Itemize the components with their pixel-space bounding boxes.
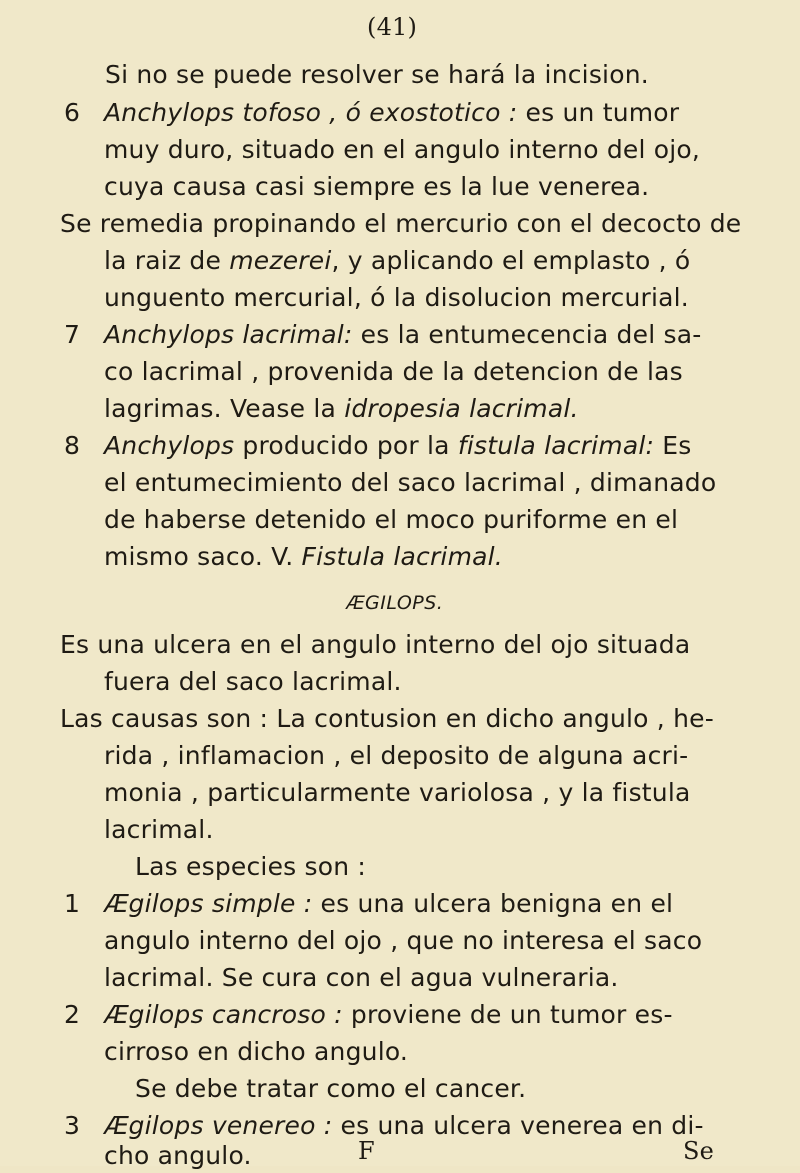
text-line: cirroso en dicho angulo. <box>104 1037 409 1066</box>
section-heading: ÆGILOPS. <box>346 592 444 614</box>
item-number: 2 <box>64 1000 81 1029</box>
text-line: lacrimal. <box>104 815 214 844</box>
item-number: 3 <box>64 1111 81 1140</box>
text-line: mismo saco. V. Fistula lacrimal. <box>104 542 503 571</box>
signature-mark: F <box>358 1137 375 1165</box>
text-line <box>64 1109 80 1143</box>
text-line: Las especies son : <box>135 852 367 881</box>
text-line <box>64 998 80 1032</box>
item-number: 8 <box>64 431 81 460</box>
text-line: cho angulo. <box>104 1141 252 1170</box>
text-line: Ægilops venereo : es una ulcera venerea en di- <box>104 1111 704 1140</box>
text-line: de haberse detenido el moco puriforme en el <box>104 505 679 534</box>
text-line: la raiz de mezerei, y aplicando el emplasto , ó <box>104 246 691 275</box>
text-line: Es una ulcera en el angulo interno del ojo situada <box>60 630 691 659</box>
text-line: Anchylops lacrimal: es la entumecencia del sa- <box>104 320 702 349</box>
item-number: 6 <box>64 98 81 127</box>
text-line: fuera del saco lacrimal. <box>104 667 402 696</box>
item-number: 1 <box>64 889 81 918</box>
text-line: cuya causa casi siempre es la lue venerea. <box>104 172 650 201</box>
text-line: Ægilops simple : es una ulcera benigna en el <box>104 889 674 918</box>
text-line: muy duro, situado en el angulo interno del ojo, <box>104 135 701 164</box>
text-line: Se debe tratar como el cancer. <box>135 1074 527 1103</box>
text-line: el entumecimiento del saco lacrimal , dimanado <box>104 468 717 497</box>
text-line: Anchylops producido por la fistula lacrimal: Es <box>104 431 692 460</box>
text-line: Se remedia propinando el mercurio con el decocto de <box>60 209 742 238</box>
text-line: Las causas son : La contusion en dicho angulo , he- <box>60 704 714 733</box>
text-line: Ægilops cancroso : proviene de un tumor es- <box>104 1000 673 1029</box>
text-line: lagrimas. Vease la idropesia lacrimal. <box>104 394 579 423</box>
text-line: monia , particularmente variolosa , y la fistula <box>104 778 691 807</box>
text-line: Si no se puede resolver se hará la incision. <box>105 60 649 89</box>
page-number: (41) <box>367 13 418 41</box>
item-number: 7 <box>64 320 81 349</box>
text-line: angulo interno del ojo , que no interesa el saco <box>104 926 703 955</box>
text-line: co lacrimal , provenida de la detencion de las <box>104 357 683 386</box>
text-line: Anchylops tofoso , ó exostotico : es un tumor <box>104 98 680 127</box>
text-line <box>64 318 80 352</box>
text-line: lacrimal. Se cura con el agua vulneraria. <box>104 963 619 992</box>
text-line <box>64 96 80 130</box>
text-line <box>64 887 80 921</box>
text-line <box>64 429 80 463</box>
text-line: unguento mercurial, ó la disolucion mercurial. <box>104 283 689 312</box>
catchword: Se <box>683 1137 715 1165</box>
text-line: rida , inflamacion , el deposito de alguna acri- <box>104 741 689 770</box>
